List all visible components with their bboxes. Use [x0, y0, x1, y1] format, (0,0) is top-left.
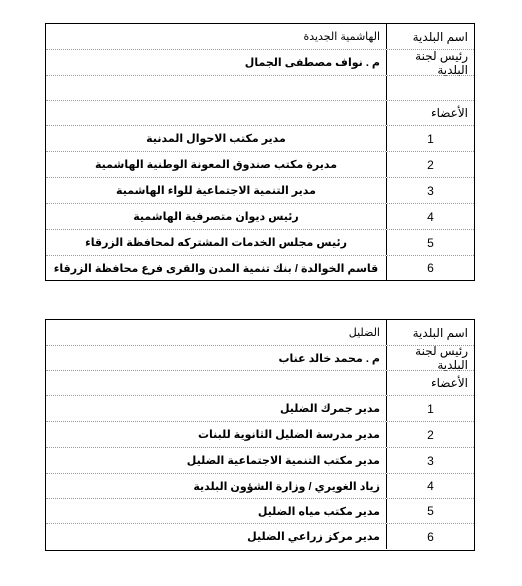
member-row	[46, 524, 474, 549]
members-label: الأعضاء	[386, 101, 474, 125]
blank-row	[46, 76, 474, 101]
member-row	[46, 499, 474, 524]
municipality-label: اسم البلدية	[386, 24, 474, 49]
member-text: مدير مركز زراعي الضليل	[247, 531, 380, 543]
member-number: 4	[386, 474, 474, 498]
blank-cell-wide	[46, 76, 386, 100]
member-number: 5	[386, 230, 474, 255]
member-number: 4	[386, 204, 474, 229]
member-number: 5	[386, 499, 474, 523]
committee-table-hashemiya	[45, 23, 475, 281]
member-number: 3	[386, 448, 474, 473]
member-number: 6	[386, 524, 474, 549]
member-row	[46, 396, 474, 422]
head-row	[46, 50, 474, 76]
member-row	[46, 256, 474, 280]
member-row	[46, 448, 474, 474]
member-row	[46, 126, 474, 152]
member-text: مدير التنمية الاجتماعية للواء الهاشمية	[116, 185, 316, 197]
member-text: زياد الغويري / وزارة الشؤون البلدية	[193, 480, 380, 493]
members-label-row	[46, 101, 474, 126]
municipality-name	[46, 320, 386, 345]
member-row	[46, 422, 474, 448]
head-label: رئيس لجنة البلدية	[386, 50, 474, 75]
members-label: الأعضاء	[386, 371, 474, 395]
member-number: 2	[386, 152, 474, 177]
member-text: مدير مكتب الاحوال المدنية	[146, 133, 286, 145]
member-text: رئيس مجلس الخدمات المشتركه لمحافظة الزرقاء	[85, 237, 347, 249]
municipality-name-text: الضليل	[348, 327, 380, 339]
municipality-label: اسم البلدية	[386, 320, 474, 345]
member-number: 6	[386, 256, 474, 280]
head-row	[46, 346, 474, 371]
head-name: م . محمد خالد عناب	[278, 352, 380, 365]
member-text: قاسم الخوالدة / بنك تنمية المدن والقرى فرع محافظة الزرقاء	[53, 262, 379, 275]
members-label-row	[46, 371, 474, 396]
committee-table-dhulail	[45, 319, 475, 551]
member-number: 1	[386, 126, 474, 151]
member-text: مدير مكتب التنمية الاجتماعية الضليل	[186, 455, 380, 467]
members-label-spacer	[46, 101, 386, 125]
member-text: مدير مكتب مياه الضليل	[257, 505, 380, 518]
member-text: رئيس ديوان متصرفية الهاشمية	[133, 211, 299, 223]
member-row	[46, 178, 474, 204]
member-number: 1	[386, 396, 474, 421]
municipality-name-text: الهاشمية الجديدة	[303, 31, 380, 43]
member-number: 2	[386, 422, 474, 447]
municipality-row	[46, 24, 474, 50]
member-text: مدير مدرسة الضليل الثانوية للبنات	[197, 429, 380, 441]
member-row	[46, 152, 474, 178]
member-row	[46, 230, 474, 256]
member-number: 3	[386, 178, 474, 203]
members-label-spacer	[46, 371, 386, 395]
member-text: مديرة مكتب صندوق المعونة الوطنية الهاشمية	[94, 159, 338, 171]
head-name: م . نواف مصطفى الجمال	[244, 57, 380, 69]
member-text: مدير جمرك الضليل	[279, 403, 380, 415]
member-row	[46, 204, 474, 230]
municipality-name	[46, 24, 386, 49]
head-label: رئيس لجنة البلدية	[386, 346, 474, 370]
member-row	[46, 474, 474, 499]
blank-cell	[386, 76, 474, 100]
municipality-row	[46, 320, 474, 346]
